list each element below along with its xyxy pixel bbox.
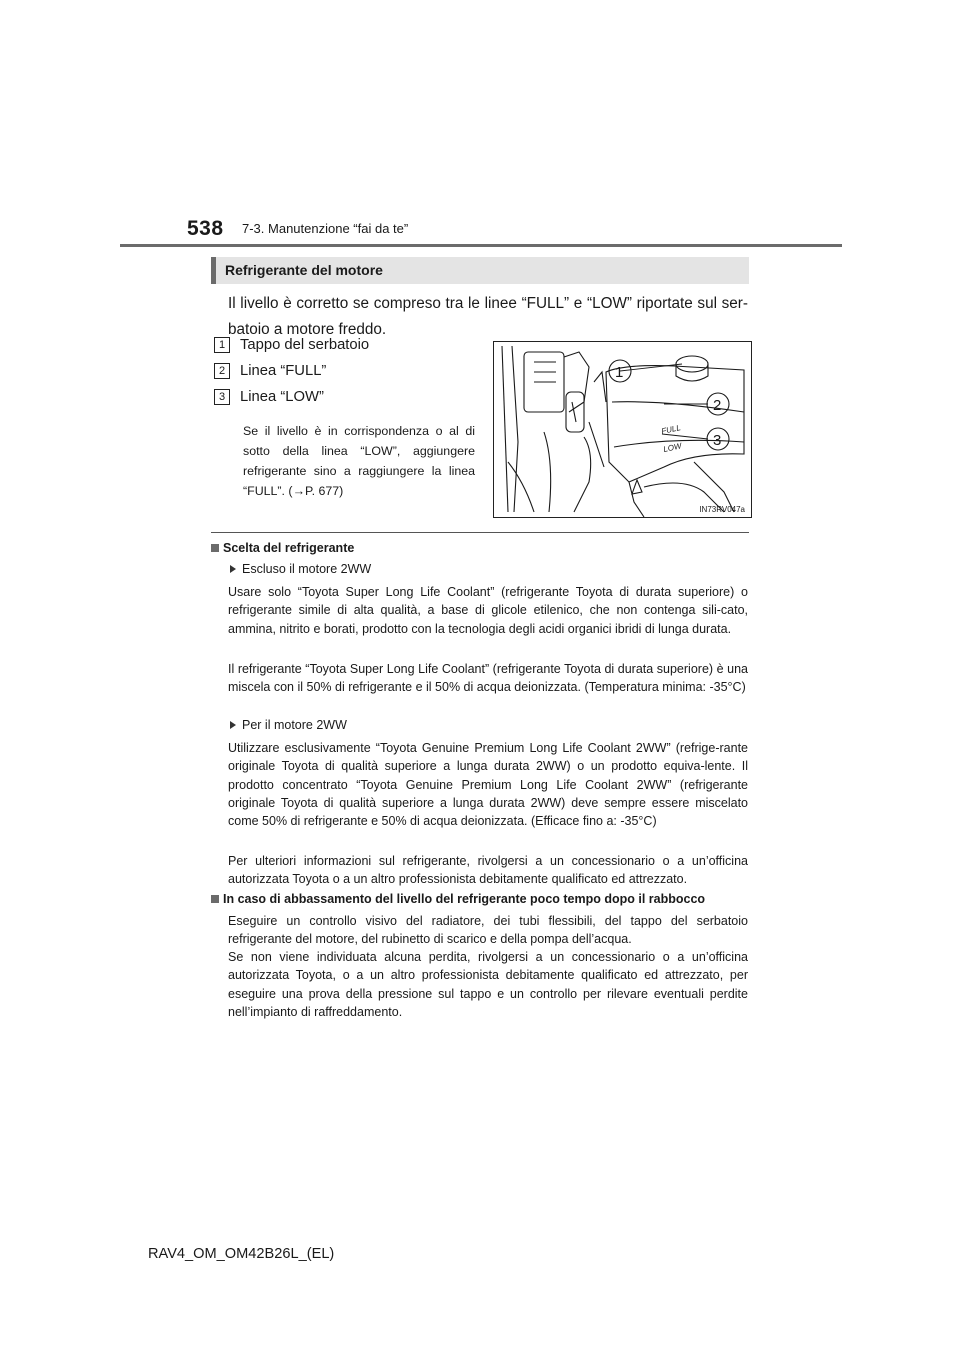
- paragraph: Eseguire un controllo visivo del radiatore, dei tubi flessibili, del tappo del serbatoio refrigerante del motore, del rubinetto di scarico e della pompa dell’acqua.: [228, 914, 748, 947]
- header-rule: [120, 244, 842, 247]
- callout-label: Linea “FULL”: [240, 363, 327, 380]
- full-line-label: FULL: [660, 423, 682, 436]
- paragraph: Per ulteriori informazioni sul refrigerante, rivolgersi a un concessionario o a un’officina autorizzata Toyota o a un altro professionista debitamente qualificato ed attrezzato.: [228, 854, 748, 887]
- callout-3: [214, 389, 324, 405]
- callout-number: 2: [214, 363, 230, 379]
- low-line-label: LOW: [662, 441, 683, 454]
- section-divider: [211, 532, 749, 533]
- square-bullet-icon: [211, 895, 219, 903]
- callout-label: Linea “LOW”: [240, 389, 324, 406]
- callout-label: Tappo del serbatoio: [240, 337, 370, 354]
- triangle-bullet-icon: [230, 721, 236, 729]
- bullet-2ww: [230, 718, 347, 732]
- callout-2: [214, 363, 326, 379]
- marker-2: 2: [713, 397, 722, 414]
- paragraph: Se non viene individuata alcuna perdita, rivolgersi a un concessionario o a un’officina autorizzata Toyota, o a un altro professionista debitamente qualificato ed attrezzato, per eseguire una prova della pressione sul tappo e un controllo per rilevare eventuali perdite nell’impianto di raffreddamento.: [228, 950, 748, 1019]
- paragraph: Utilizzare esclusivamente “Toyota Genuine Premium Long Life Coolant 2WW” (refrige-rante originale Toyota di qualità superiore a lunga durata 2WW) o un prodotto equiva-lente. Il prodotto concentrato “Toyota Genuine Premium Long Life Coolant 2WW” (refrigerante originale Toyota di qualità superiore a lunga durata 2WW) deve sempre essere miscelato come 50% di refrigerante e 50% di acqua deionizzata. (Efficace fino a: -35°C): [228, 741, 748, 829]
- marker-3: 3: [713, 432, 722, 449]
- heading-bar: [211, 257, 749, 284]
- marker-1: 1: [615, 364, 624, 381]
- callout-1: [214, 337, 369, 353]
- heading-title: Refrigerante del motore: [225, 262, 383, 278]
- heading-text: Scelta del refrigerante: [223, 541, 355, 555]
- square-bullet-icon: [211, 544, 219, 552]
- coolant-choice-heading: [211, 541, 354, 555]
- low-level-heading: [211, 892, 705, 906]
- triangle-bullet-icon: [230, 565, 236, 573]
- callout-number: 1: [214, 337, 230, 353]
- paragraph: Usare solo “Toyota Super Long Life Coolant” (refrigerante Toyota di durata superiore) o refrigerante simile di alta qualità, a base di glicole etilenico, che non contenga sili-cato, ammina, nitrito e borati, prodotto con la tecnologia degli acidi organici ibridi di lunga durata.: [228, 585, 748, 636]
- figure-code: IN73RV047a: [699, 505, 745, 514]
- footer-code: RAV4_OM_OM42B26L_(EL): [148, 1246, 335, 1262]
- paragraph: Il refrigerante “Toyota Super Long Life Coolant” (refrigerante Toyota di durata superiore) è una miscela con il 50% di refrigerante e il 50% di acqua deionizzata. (Temperatura minima: -35°C): [228, 662, 748, 695]
- heading-text: In caso di abbassamento del livello del refrigerante poco tempo dopo il rabbocco: [223, 892, 706, 906]
- heading-accent: [211, 257, 216, 284]
- bullet-text: Per il motore 2WW: [242, 718, 347, 732]
- bullet-no-2ww: [230, 562, 371, 576]
- callout-number: 3: [214, 389, 230, 405]
- coolant-reservoir-figure: [493, 341, 752, 518]
- engine-bay-illustration: [494, 342, 751, 517]
- page-number: 538: [187, 217, 224, 240]
- level-note: Se il livello è in corrispondenza o al di sotto della linea “LOW”, aggiungere refrigerante sino a raggiungere la linea “FULL”. (→P. 677): [243, 424, 475, 498]
- section-title: 7-3. Manutenzione “fai da te”: [242, 221, 409, 236]
- bullet-text: Escluso il motore 2WW: [242, 562, 372, 576]
- intro-paragraph: Il livello è corretto se compreso tra le linee “FULL” e “LOW” riportate sul ser-batoio a motore freddo.: [228, 295, 748, 338]
